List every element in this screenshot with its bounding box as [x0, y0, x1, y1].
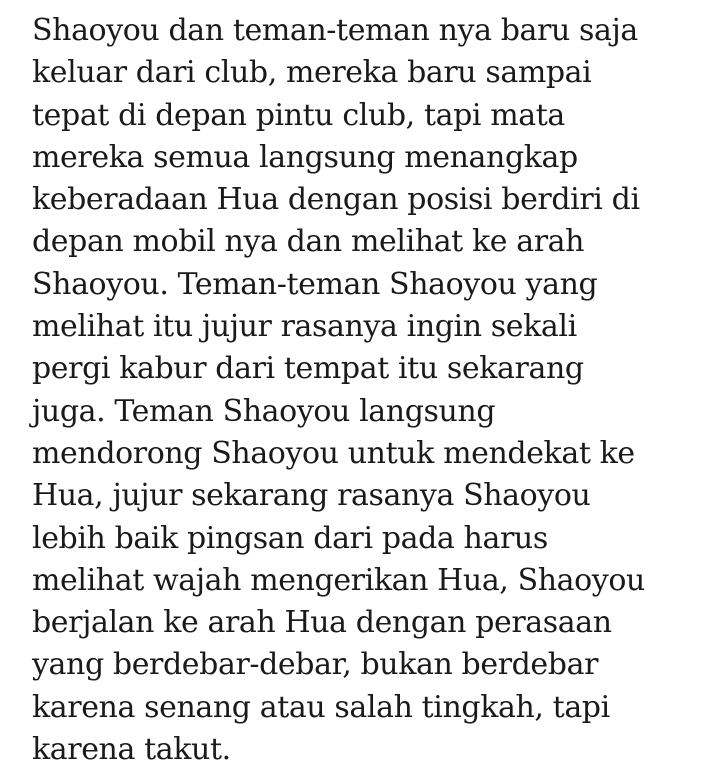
story-line-10: juga. Teman Shaoyou langsung: [32, 393, 496, 429]
story-line-6: depan mobil nya dan melihat ke arah: [32, 224, 585, 260]
story-line-18: karena takut.: [32, 732, 231, 768]
story-line-17: karena senang atau salah tingkah, tapi: [32, 689, 610, 725]
story-line-9: pergi kabur dari tempat itu sekarang: [32, 351, 584, 387]
story-paragraph: [32, 10, 712, 771]
story-line-3: tepat di depan pintu club, tapi mata: [32, 97, 565, 133]
story-line-11: mendorong Shaoyou untuk mendekat ke: [32, 435, 635, 471]
story-line-8: melihat itu jujur rasanya ingin sekali: [32, 309, 577, 345]
story-line-12: Hua, jujur sekarang rasanya Shaoyou: [32, 478, 591, 514]
story-line-7: Shaoyou. Teman-teman Shaoyou yang: [32, 266, 598, 302]
story-line-14: melihat wajah mengerikan Hua, Shaoyou: [32, 562, 645, 598]
story-line-13: lebih baik pingsan dari pada harus: [32, 520, 548, 556]
story-line-16: yang berdebar-debar, bukan berdebar: [32, 647, 599, 683]
story-line-4: mereka semua langsung menangkap: [32, 139, 578, 175]
story-line-5: keberadaan Hua dengan posisi berdiri di: [32, 182, 640, 218]
story-line-2: keluar dari club, mereka baru sampai: [32, 55, 592, 91]
story-line-1: Shaoyou dan teman-teman nya baru saja: [32, 13, 638, 48]
story-line-15: berjalan ke arah Hua dengan perasaan: [32, 605, 612, 641]
